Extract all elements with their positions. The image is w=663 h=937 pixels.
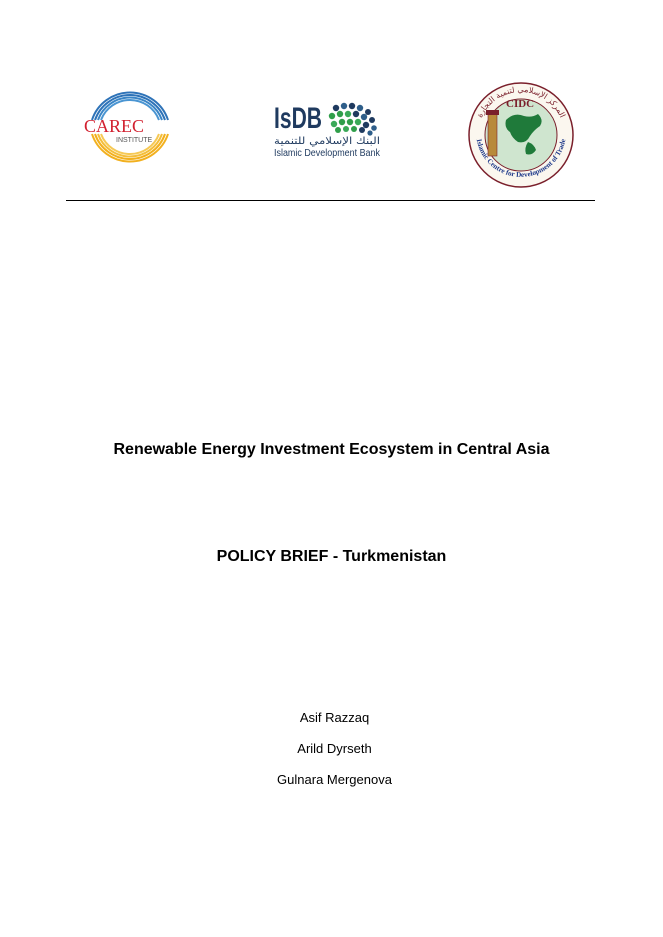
isdb-logo-english: Islamic Development Bank <box>274 148 381 159</box>
isdb-logo <box>274 98 382 160</box>
header-logos <box>66 80 595 190</box>
author-list <box>0 710 663 803</box>
isdb-logo-arabic: البنك الإسلامي للتنمية <box>274 136 380 147</box>
isdb-globe-icon <box>329 103 377 136</box>
isdb-logo-text: IsDB <box>274 102 322 135</box>
author-name: Arild Dyrseth <box>297 741 372 756</box>
author-name: Asif Razzaq <box>299 710 370 725</box>
carec-logo-subtext: INSTITUTE <box>116 137 153 144</box>
document-title: Renewable Energy Investment Ecosystem in Central Asia <box>113 441 550 458</box>
carec-logo-text: CAREC <box>84 116 145 136</box>
cidc-logo <box>466 80 576 190</box>
document-subtitle: POLICY BRIEF - Turkmenistan <box>216 548 447 565</box>
cidc-logo-arabic: المركز الإسلامي لتنمية التجارة <box>475 84 567 120</box>
author-name: Gulnara Mergenova <box>277 772 392 787</box>
header-divider <box>66 200 595 201</box>
cidc-logo-abbr: CIDC <box>506 98 535 110</box>
cidc-logo-english: Islamic Centre for Development of Trade <box>474 138 568 180</box>
carec-institute-logo <box>82 80 178 176</box>
